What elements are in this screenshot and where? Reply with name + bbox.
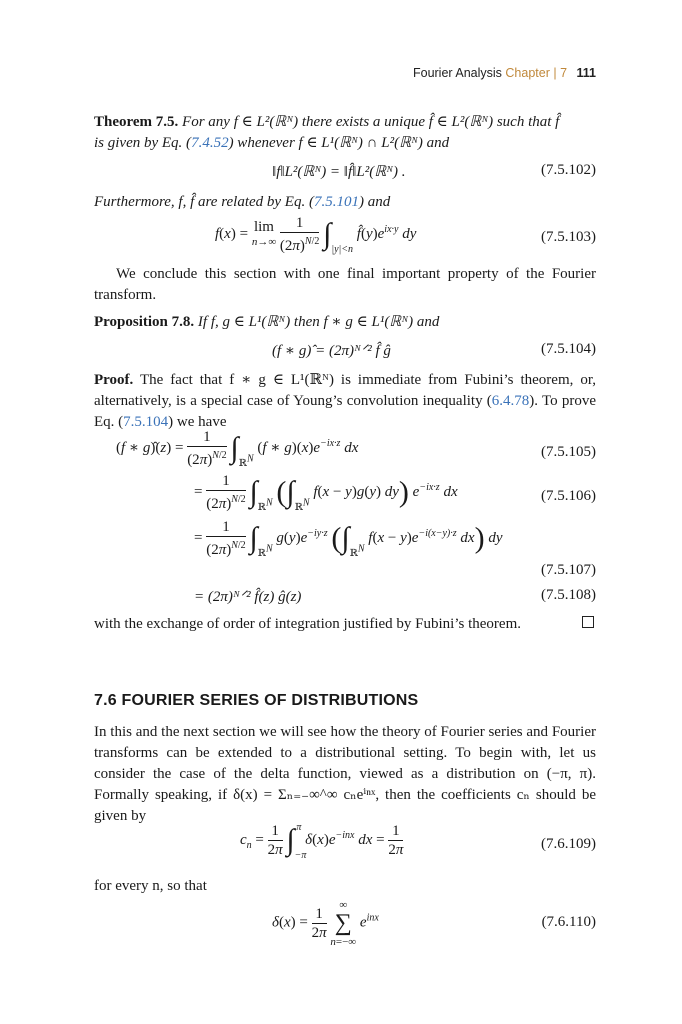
eq-number-7-5-105: (7.5.105) <box>541 444 596 460</box>
equation-7-5-108: = (2π)ᴺᐟ² f̂(z) ĝ(z) <box>194 589 302 605</box>
eq-number-7-6-110: (7.6.110) <box>541 914 596 930</box>
running-head <box>413 66 596 80</box>
theorem-line-1: For any f ∈ L²(ℝᴺ) there exists a unique f̂ ∈ L²(ℝᴺ) such that f̂ <box>182 114 560 130</box>
eq-number-7-6-109: (7.6.109) <box>541 836 596 852</box>
proof-text-c: ) we have <box>168 414 227 430</box>
exchange-sentence: with the exchange of order of integration justified by Fubini’s theorem. <box>94 616 521 632</box>
furthermore-post: ) and <box>358 194 391 210</box>
eq-number-7-5-102: (7.5.102) <box>541 162 596 178</box>
eq-number-7-5-104: (7.5.104) <box>541 341 596 357</box>
page-number: 111 <box>576 66 596 80</box>
ref-7-5-101[interactable]: 7.5.101 <box>313 194 359 210</box>
ref-7-4-52[interactable]: 7.4.52 <box>191 135 229 151</box>
equation-7-5-106: = $\frac{1}{(2\pi)^{N/2}}$ $\int_{ℝ^N}$ ($\int_{ℝ^N}$ f(x − y)g(y) dy) $e^{-ix\cdot z}$ dx <box>194 473 458 513</box>
equation-7-5-104: (f ∗ g)̂ = (2π)ᴺᐟ² f̂ ĝ <box>272 343 391 359</box>
proposition-text: If f, g ∈ L¹(ℝᴺ) then f ∗ g ∈ L¹(ℝᴺ) and <box>197 314 440 330</box>
equation-7-6-109: $c_n$ = $\frac{1}{2\pi}$ $\int_{-\pi}^\pi$ $\delta(x)e^{-inx}$ dx = $\frac{1}{2\pi}$ <box>240 822 404 861</box>
running-head-title: Fourier Analysis <box>412 66 502 80</box>
equation-7-5-103: f(x) = lim n→∞ $\frac{1}{(2\pi)^{N/2}}$ $\int_{|y|<n}$ $f̂(y)e^{ix\cdot y}$ dy <box>215 215 417 255</box>
furthermore-pre: Furthermore, f, f̂ are related by Eq. ( <box>94 194 314 210</box>
theorem-7-5 <box>94 112 596 154</box>
equation-7-5-105: (f ∗ g)̂(z) = $\frac{1}{(2\pi)^{N/2}}$ $\int_{ℝ^N}$ (f ∗ $g)(x)e^{-ix\cdot z}$ dx <box>116 429 359 469</box>
equation-7-5-107: = $\frac{1}{(2\pi)^{N/2}}$ $\int_{ℝ^N}$ $g(y)e^{-iy\cdot z}$ ($\int_{ℝ^N}$ $f(x - y)e^{-i(x-y)\cdot z}$ dx) dy <box>194 519 503 559</box>
equation-7-6-110: δ(x) = $\frac{1}{2\pi}$ ∞ ∑ n=−∞ $e^{inx}$ <box>272 899 379 948</box>
qed-square-icon <box>582 616 594 628</box>
eq-number-7-5-106: (7.5.106) <box>541 488 596 504</box>
section-title: 7.6 FOURIER SERIES OF DISTRIBUTIONS <box>94 692 419 709</box>
theorem-line-2-pre: is given by Eq. ( <box>94 135 192 151</box>
ref-7-5-104[interactable]: 7.5.104 <box>123 414 169 430</box>
ref-6-4-78[interactable]: 6.4.78 <box>491 393 530 409</box>
proof-label: Proof. <box>94 372 134 388</box>
eq-number-7-5-108: (7.5.108) <box>541 587 596 603</box>
theorem-line-2-post: ) whenever f ∈ L¹(ℝᴺ) ∩ L²(ℝᴺ) and <box>228 135 450 151</box>
running-head-chapter: Chapter | 7 <box>505 66 568 80</box>
conclude-paragraph: We conclude this section with one final important property of the Fourier transform. <box>94 266 596 303</box>
section-paragraph: In this and the next section we will see how the theory of Fourier series and Fourier transforms can be extended to a distributional setting. To begin with, let us consider the case of the delta function, viewed as a distribution on (−π, π). Formally speaking, if δ(x) = Σₙ₌₋∞^∞ cₙeⁱⁿˣ, then the coefficients cₙ should be given by <box>94 724 596 824</box>
equation-7-5-102: ‖f‖L²(ℝᴺ) = ‖f̂‖L²(ℝᴺ) . <box>272 164 406 180</box>
proposition-label: Proposition 7.8. <box>94 314 195 330</box>
proof-text-a: The fact that f ∗ g ∈ L¹(ℝᴺ) is immediate from Fubini’s theorem, or, alternatively, is a special case of Young’s convolution inequality ( <box>94 372 596 409</box>
every-n-sentence: for every n, so that <box>94 878 207 894</box>
proposition-7-8 <box>94 312 596 333</box>
eq-number-7-5-107: (7.5.107) <box>541 562 596 578</box>
proof-paragraph <box>94 370 596 433</box>
proof-text-b: ). To prove Eq. ( <box>94 393 596 430</box>
theorem-label: Theorem 7.5. <box>94 114 179 130</box>
eq-number-7-5-103: (7.5.103) <box>541 229 596 245</box>
furthermore-text <box>94 192 596 213</box>
